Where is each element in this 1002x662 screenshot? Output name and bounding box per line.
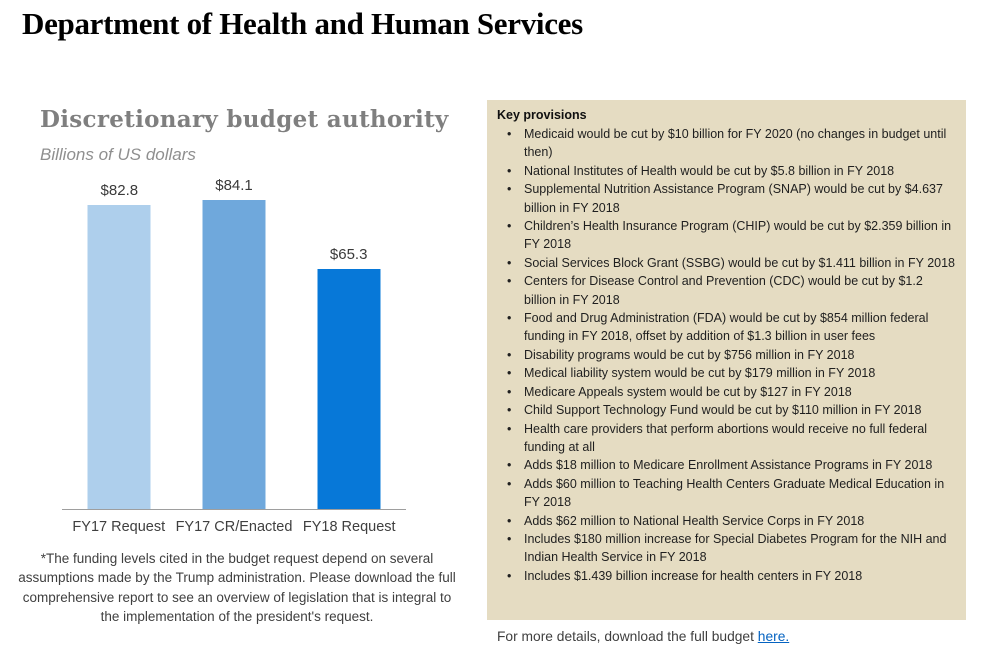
- key-provision-item: • Adds $60 million to Teaching Health Centers Graduate Medical Education in FY 2018: [497, 475, 956, 512]
- key-provision-item: • Includes $180 million increase for Special Diabetes Program for the NIH and Indian Health Service in FY 2018: [497, 530, 956, 567]
- bar: [88, 205, 151, 509]
- key-provision-item: • Medicare Appeals system would be cut by $127 in FY 2018: [497, 383, 956, 401]
- chart-subtitle: Billions of US dollars: [40, 145, 196, 164]
- key-provision-item: • Includes $1.439 billion increase for health centers in FY 2018: [497, 567, 956, 585]
- chart-footnote: *The funding levels cited in the budget request depend on several assumptions made by the Trump administration. Please download the full comprehensive report to see an overview of legislation that is integral to the implementation of the president's request.: [18, 551, 456, 624]
- key-provision-item: • Medical liability system would be cut by $179 million in FY 2018: [497, 364, 956, 382]
- x-axis-label: FY18 Request: [302, 519, 396, 535]
- key-provision-item: • Health care providers that perform abortions would receive no full federal funding at all: [497, 420, 956, 457]
- key-provision-item: • Centers for Disease Control and Prevention (CDC) would be cut by $1.2 billion in FY 2018: [497, 272, 956, 309]
- key-provision-item: • National Institutes of Health would be cut by $5.8 billion in FY 2018: [497, 162, 956, 180]
- bar-group: [291, 198, 406, 509]
- key-provision-item: • Adds $62 million to National Health Service Corps in FY 2018: [497, 512, 956, 530]
- key-provision-item: • Adds $18 million to Medicare Enrollment Assistance Programs in FY 2018: [497, 456, 956, 474]
- bar: [317, 269, 380, 509]
- bar-group: [62, 182, 177, 509]
- chart-title: Discretionary budget authority: [40, 106, 449, 133]
- x-axis-label: FY17 Request: [72, 519, 166, 535]
- footer-note: [497, 629, 789, 644]
- key-provision-item: • Disability programs would be cut by $756 million in FY 2018: [497, 346, 956, 364]
- x-axis-label: FY17 CR/Enacted: [175, 519, 293, 535]
- key-provisions-heading: Key provisions: [497, 108, 587, 122]
- bar-value-label: $65.3: [329, 246, 368, 264]
- x-axis-labels: [62, 519, 406, 535]
- key-provisions-panel: [487, 100, 966, 620]
- bar: [203, 200, 266, 509]
- download-budget-link[interactable]: here.: [757, 629, 790, 644]
- key-provision-item: • Social Services Block Grant (SSBG) would be cut by $1.411 billion in FY 2018: [497, 254, 956, 272]
- key-provision-item: • Medicaid would be cut by $10 billion for FY 2020 (no changes in budget until then): [497, 125, 956, 162]
- key-provision-item: • Food and Drug Administration (FDA) would be cut by $854 million federal funding in FY 2018, offset by addition of $1.3 billion in user fees: [497, 309, 956, 346]
- key-provision-item: • Children’s Health Insurance Program (CHIP) would be cut by $2.359 billion in FY 2018: [497, 217, 956, 254]
- key-provision-item: • Child Support Technology Fund would be cut by $110 million in FY 2018: [497, 401, 956, 419]
- bar-value-label: $84.1: [215, 177, 253, 195]
- page-title: Department of Health and Human Services: [22, 6, 583, 41]
- footer-text: For more details, download the full budget: [497, 629, 758, 644]
- bar-chart-plot: [62, 177, 406, 510]
- bar-group: [177, 177, 292, 509]
- key-provisions-list: [497, 125, 956, 585]
- key-provision-item: • Supplemental Nutrition Assistance Program (SNAP) would be cut by $4.637 billion in FY 2018: [497, 180, 956, 217]
- bar-value-label: $82.8: [100, 182, 139, 200]
